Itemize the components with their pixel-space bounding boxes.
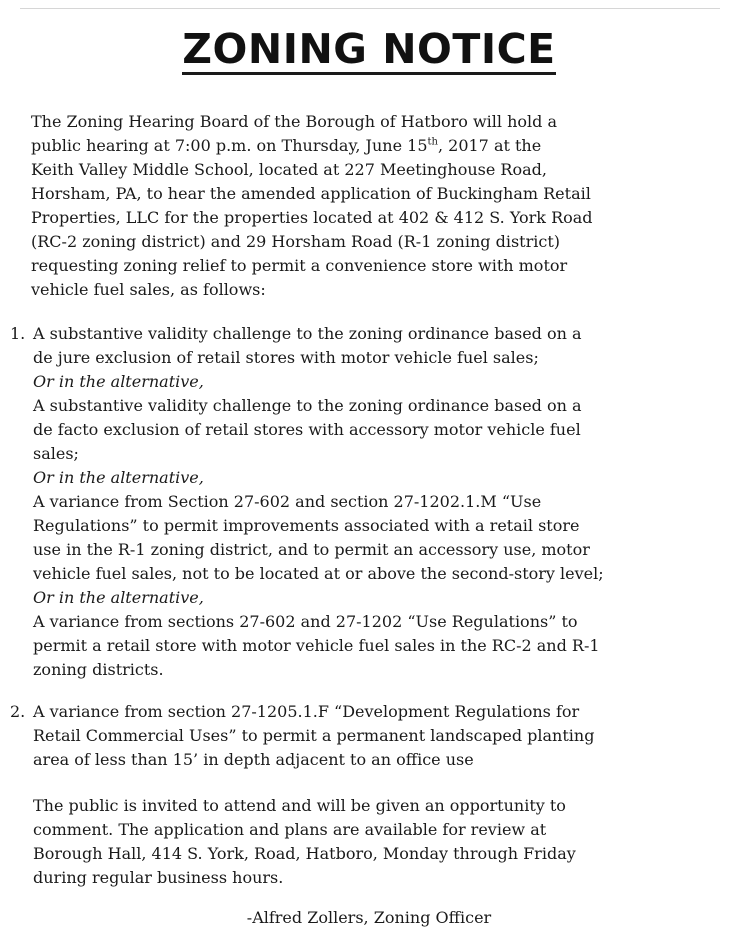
intro-paragraph <box>31 110 593 302</box>
intro-line: requesting zoning relief to permit a convenience store with motor <box>31 256 568 275</box>
item-line: A variance from Section 27-602 and section 27-1202.1.M “Use <box>33 492 542 511</box>
item-number: 1. <box>10 324 26 343</box>
intro-line: Properties, LLC for the properties located at 402 & 412 S. York Road <box>31 208 593 227</box>
item-line: A substantive validity challenge to the zoning ordinance based on a <box>33 396 582 415</box>
intro-line: (RC-2 zoning district) and 29 Horsham Road (R-1 zoning district) <box>31 232 560 251</box>
notice-title: ZONING NOTICE <box>182 25 556 73</box>
signature: -Alfred Zollers, Zoning Officer <box>246 908 492 927</box>
intro-line-date <box>31 134 593 158</box>
item-1-body <box>33 322 604 682</box>
item-line: A variance from section 27-1205.1.F “Development Regulations for <box>33 702 580 721</box>
closing-line: Borough Hall, 414 S. York, Road, Hatboro, Monday through Friday <box>33 844 576 863</box>
top-border-line <box>20 8 720 9</box>
intro-line-tail: , 2017 at the <box>437 136 542 155</box>
closing-line: comment. The application and plans are available for review at <box>33 820 547 839</box>
intro-line: The Zoning Hearing Board of the Borough of Hatboro will hold a <box>31 112 557 131</box>
item-number: 2. <box>10 702 26 721</box>
intro-line: Horsham, PA, to hear the amended application of Buckingham Retail <box>31 184 591 203</box>
item-line: permit a retail store with motor vehicle fuel sales in the RC-2 and R-1 <box>33 636 600 655</box>
item-line: de facto exclusion of retail stores with accessory motor vehicle fuel <box>33 420 581 439</box>
item-line: use in the R-1 zoning district, and to permit an accessory use, motor <box>33 540 590 559</box>
item-alternative-line: Or in the alternative, <box>33 468 204 487</box>
item-line: area of less than 15’ in depth adjacent to an office use <box>33 750 474 769</box>
closing-line: The public is invited to attend and will be given an opportunity to <box>33 796 566 815</box>
item-line: Retail Commercial Uses” to permit a permanent landscaped planting <box>33 726 595 745</box>
item-line: zoning districts. <box>33 660 164 679</box>
item-line: A variance from sections 27-602 and 27-1202 “Use Regulations” to <box>33 612 578 631</box>
item-alternative-line: Or in the alternative, <box>33 372 204 391</box>
item-line: Regulations” to permit improvements associated with a retail store <box>33 516 580 535</box>
item-line: vehicle fuel sales, not to be located at or above the second-story level; <box>33 564 604 583</box>
closing-line: during regular business hours. <box>33 868 284 887</box>
intro-line: Keith Valley Middle School, located at 227 Meetinghouse Road, <box>31 160 547 179</box>
intro-line: vehicle fuel sales, as follows: <box>31 280 266 299</box>
closing-paragraph <box>33 794 576 890</box>
item-2-body <box>33 700 594 772</box>
item-alternative-line: Or in the alternative, <box>33 588 204 607</box>
title-container <box>0 26 738 75</box>
date-ordinal-suffix: th <box>427 136 438 148</box>
intro-line: public hearing at 7:00 p.m. on Thursday, June 15 <box>31 136 428 155</box>
item-line: A substantive validity challenge to the zoning ordinance based on a <box>33 324 582 343</box>
item-line: sales; <box>33 444 79 463</box>
item-line: de jure exclusion of retail stores with motor vehicle fuel sales; <box>33 348 539 367</box>
